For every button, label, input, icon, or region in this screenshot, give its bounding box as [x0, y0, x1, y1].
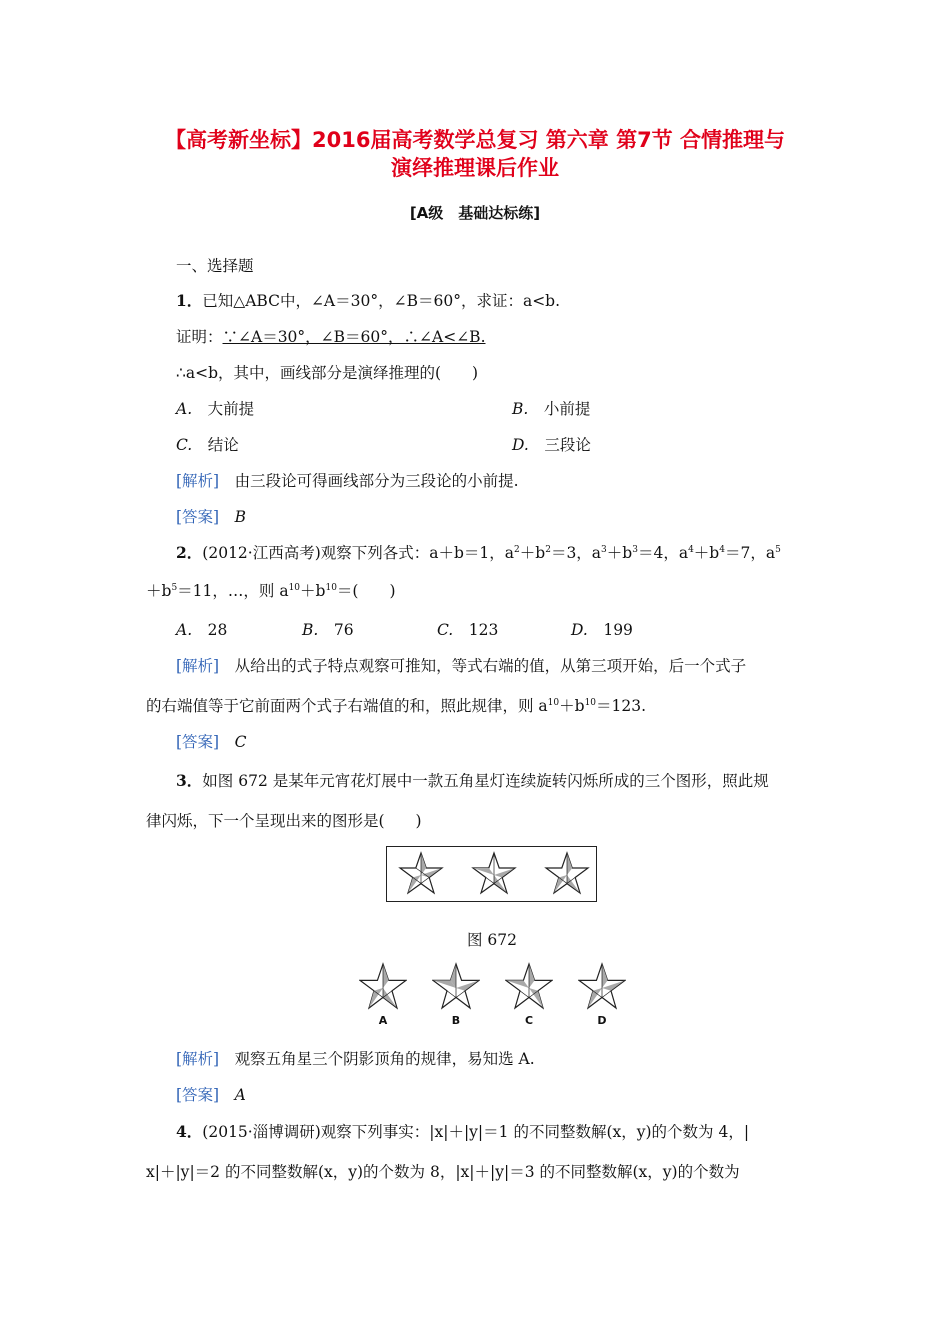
q1-text: 已知△ABC中，∠A＝30°，∠B＝60°，求证：a<b.	[202, 292, 561, 310]
analysis-label: [解析]	[176, 472, 220, 490]
level-heading: [A级 基础达标练]	[409, 204, 541, 222]
figure-672-stars	[387, 847, 595, 900]
q1-proof-label: 证明：	[176, 328, 223, 346]
q3-option-a-figure	[359, 962, 407, 1027]
q2-option-b: B. 76	[302, 621, 354, 639]
option-label: D	[597, 1014, 607, 1027]
q3-option-c-figure	[505, 962, 553, 1027]
q2-answer: [答案] C	[176, 733, 247, 751]
q1-option-a: A. 大前提	[176, 400, 255, 418]
q1-analysis: [解析] 由三段论可得画线部分为三段论的小前提.	[176, 472, 519, 490]
q3-stem-line1: 3．如图 672 是某年元宵花灯展中一款五角星灯连续旋转闪烁所成的三个图形，照此规	[176, 771, 769, 790]
q2-option-a: A. 28	[176, 621, 228, 639]
q2-option-c: C. 123	[437, 621, 499, 639]
figure-672	[386, 846, 597, 902]
star-icon	[432, 962, 480, 1010]
q2-stem-line2: $+b^5=11$，…，则 $a^{10}+b^{10}=$( )	[146, 582, 396, 600]
document-title-line2: 演绎推理课后作业	[391, 156, 559, 180]
star-icon	[546, 853, 588, 893]
q3-stem-line2: 律闪烁，下一个呈现出来的图形是( )	[146, 812, 422, 830]
q4-stem-line1: 4．(2015·淄博调研)观察下列事实：|x|＋|y|＝1 的不同整数解(x，y)的个数为 4，|	[176, 1122, 750, 1141]
option-label: B	[451, 1014, 461, 1027]
star-icon	[400, 853, 442, 893]
q1-option-c: C. 结论	[176, 436, 239, 454]
option-label: C	[524, 1014, 534, 1027]
q3-answer: [答案] A	[176, 1086, 246, 1104]
q2-analysis-line1: [解析] 从给出的式子特点观察可推知，等式右端的值，从第三项开始，后一个式子	[176, 657, 747, 675]
star-icon	[359, 962, 407, 1010]
q4-stem-line2: x|＋|y|＝2 的不同整数解(x，y)的个数为 8，|x|＋|y|＝3 的不同整数解(x，y)的个数为	[146, 1163, 740, 1181]
answer-label: [答案]	[176, 508, 220, 526]
q1-option-d: D. 三段论	[512, 436, 591, 454]
q1-stem	[176, 291, 560, 311]
q1-proof	[176, 327, 486, 347]
star-icon	[473, 853, 515, 893]
document-title-line1: 【高考新坐标】2016届高考数学总复习 第六章 第7节 合情推理与	[165, 128, 785, 152]
option-label: A	[378, 1014, 388, 1027]
q2-analysis-line2: 的右端值等于它前面两个式子右端值的和，照此规律，则 $a^{10}+b^{10}=123$.	[146, 697, 647, 715]
star-icon	[578, 962, 626, 1010]
q2-option-d: D. 199	[571, 621, 633, 639]
q1-option-b: B. 小前提	[512, 400, 591, 418]
q1-number: 1．	[176, 291, 203, 310]
section-heading: 一、选择题	[176, 257, 254, 275]
q2-stem-line1: 2．(2012·江西高考)观察下列各式：a＋b＝1，$a^2+b^2=3$，$a^3+b^3=4$，$a^4+b^4=7$，$a^5$	[176, 543, 781, 562]
q3-option-b-figure	[432, 962, 480, 1027]
q1-proof-underlined: ∵∠A＝30°，∠B＝60°，∴∠A<∠B.	[222, 328, 486, 346]
figure-caption: 图 672	[466, 931, 517, 949]
q1-question-line: ∴a<b，其中，画线部分是演绎推理的( )	[176, 364, 479, 382]
q3-analysis: [解析] 观察五角星三个阴影顶角的规律，易知选 A.	[176, 1050, 535, 1068]
star-icon	[505, 962, 553, 1010]
q1-answer: [答案] B	[176, 508, 247, 526]
q3-option-d-figure	[578, 962, 626, 1027]
